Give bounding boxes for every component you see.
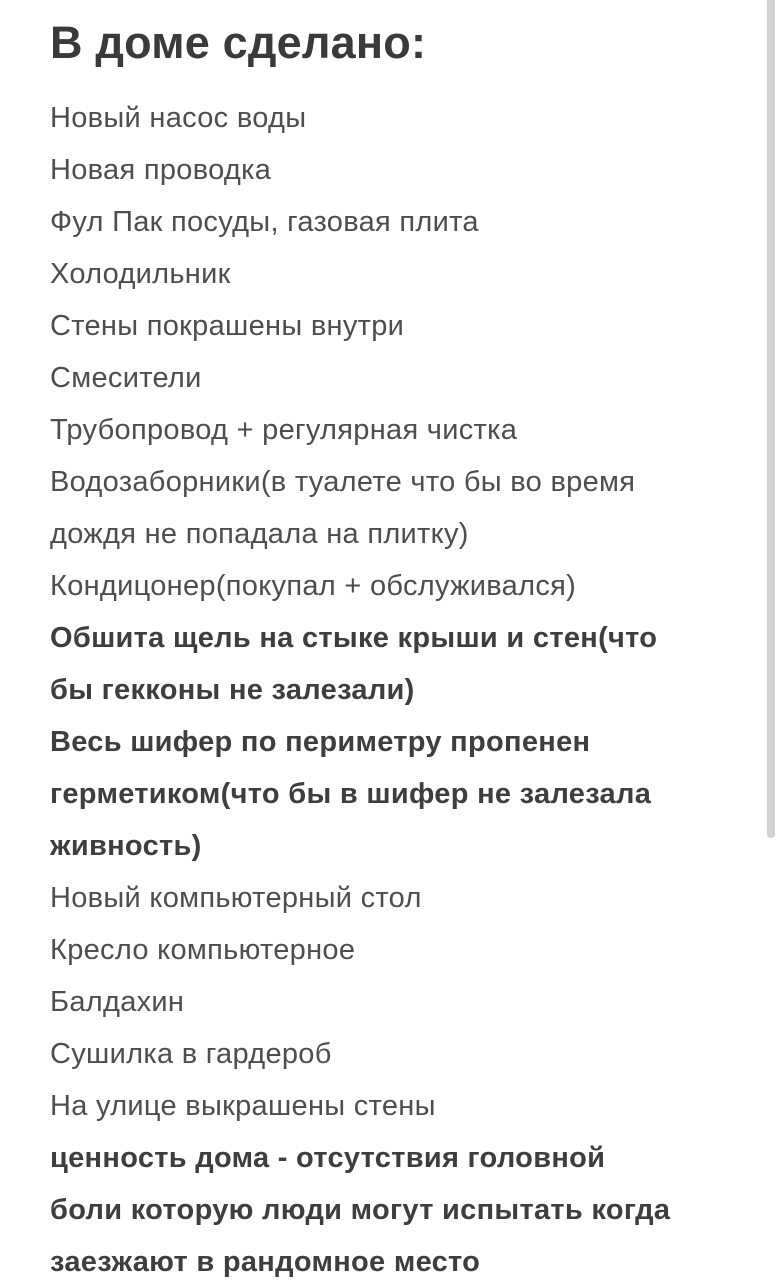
document-body (50, 18, 675, 1288)
list-item: ценность дома - отсутствия головной боли которую люди могут испытать когда заезжают в рандомное место (50, 1142, 671, 1278)
list-item: На улице выкрашены стены (50, 1090, 436, 1122)
list-item: Обшита щель на стыке крыши и стен(что бы гекконы не залезали) (50, 622, 658, 706)
list-item: Балдахин (50, 986, 185, 1018)
list-item: Весь шифер по периметру пропенен герметиком(что бы в шифер не залезала живность) (50, 726, 652, 862)
list-item: Новый насос воды (50, 102, 307, 134)
list-item: Новая проводка (50, 154, 272, 186)
list-item: Фул Пак посуды, газовая плита (50, 206, 479, 238)
list-item: Кресло компьютерное (50, 934, 356, 966)
list-item: Холодильник (50, 258, 231, 290)
items-list (50, 92, 675, 1288)
list-item: Стены покрашены внутри (50, 310, 405, 342)
scrollbar-thumb[interactable] (767, 0, 775, 838)
list-item: Новый компьютерный стол (50, 882, 422, 914)
list-item: Смесители (50, 362, 202, 394)
list-item: Водозаборники(в туалете что бы во время дождя не попадала на плитку) (50, 466, 636, 550)
page-title: В доме сделано: (50, 17, 427, 68)
list-item: Сушилка в гардероб (50, 1038, 332, 1070)
list-item: Кондицонер(покупал + обслуживался) (50, 570, 577, 602)
list-item: Трубопровод + регулярная чистка (50, 414, 518, 446)
